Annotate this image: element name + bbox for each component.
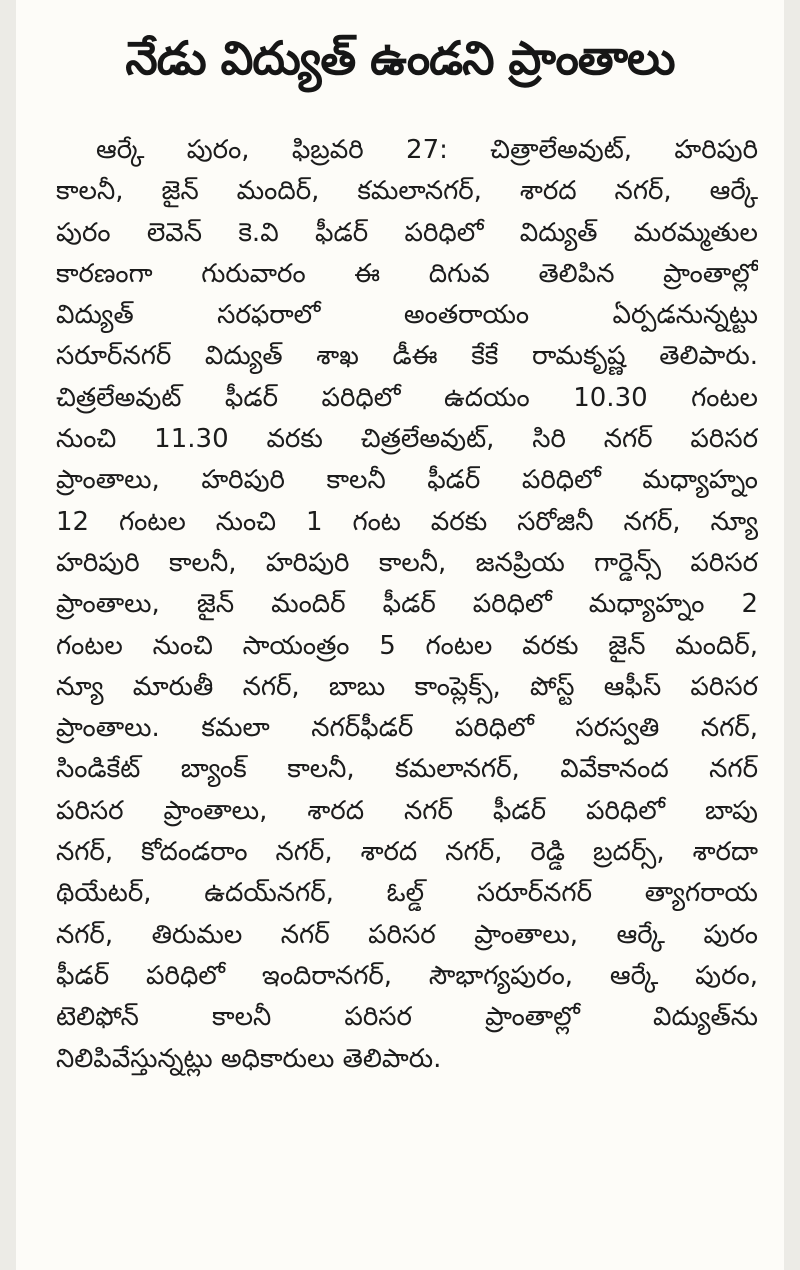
- article-line: చిత్రలేఅవుట్ ఫీడర్ పరిధిలో ఉదయం 10.30 గంటల: [56, 382, 758, 413]
- headline: నేడు విద్యుత్ ఉండని ప్రాంతాలు: [125, 31, 675, 85]
- article-line: సిండికేట్ బ్యాంక్ కాలనీ, కమలానగర్, వివేకానంద నగర్: [56, 754, 758, 785]
- article-line: పురం లెవెన్ కె.వి ఫీడర్ పరిధిలో విద్యుత్ మరమ్మతుల: [56, 217, 758, 248]
- article-line: గంటల నుంచి సాయంత్రం 5 గంటల వరకు జైన్ మందిర్,: [56, 630, 758, 661]
- article-line: థియేటర్, ఉదయ్‌నగర్, ఓల్డ్ సరూర్‌నగర్ త్యాగరాయ: [56, 878, 758, 909]
- article-body: [56, 130, 758, 1080]
- article-line: 12 గంటల నుంచి 1 గంట వరకు సరోజినీ నగర్, న్యూ: [56, 506, 758, 537]
- article-line: ప్రాంతాలు. కమలా నగర్‌ఫీడర్ పరిధిలో సరస్వతి నగర్,: [56, 713, 758, 744]
- next-article-headline-cropped: [106, 1236, 726, 1270]
- article-line: ప్రాంతాలు, హరిపురి కాలనీ ఫీడర్ పరిధిలో మధ్యాహ్నం: [56, 465, 758, 496]
- newspaper-clipping: [16, 0, 784, 1270]
- article-line: నగర్, తిరుమల నగర్ పరిసర ప్రాంతాలు, ఆర్కే పురం: [56, 919, 758, 950]
- article-line: టెలిఫోన్ కాలనీ పరిసర ప్రాంతాల్లో విద్యుత్‌ను: [56, 1002, 758, 1033]
- article-line: ఆర్కే పురం, ఫిబ్రవరి 27: చిత్రాలేఅవుట్, హరిపురి: [96, 135, 758, 165]
- article-line: న్యూ మారుతీ నగర్, బాబు కాంప్లెక్స్, పోస్ట్ ఆఫీస్ పరిసర: [56, 671, 758, 702]
- article-line: హరిపురి కాలనీ, హరిపురి కాలనీ, జనప్రియ గార్డెన్స్ పరిసర: [56, 547, 758, 578]
- article-line: కారణంగా గురువారం ఈ దిగువ తెలిపిన ప్రాంతాల్లో: [56, 258, 758, 289]
- article-line: సరూర్‌నగర్ విద్యుత్ శాఖ డీఈ కేకే రామకృష్ణ తెలిపారు.: [56, 341, 758, 372]
- article-line: ప్రాంతాలు, జైన్ మందిర్ ఫీడర్ పరిధిలో మధ్యాహ్నం 2: [56, 589, 758, 620]
- article-line: ఫీడర్ పరిధిలో ఇందిరానగర్, సౌభాగ్యపురం, ఆర్కే పురం,: [56, 960, 758, 991]
- article-line: పరిసర ప్రాంతాలు, శారద నగర్ ఫీడర్ పరిధిలో బాపు: [56, 795, 758, 826]
- article-line: విద్యుత్ సరఫరాలో అంతరాయం ఏర్పడనున్నట్టు: [56, 300, 758, 331]
- article-line: నుంచి 11.30 వరకు చిత్రలేఅవుట్, సిరి నగర్ పరిసర: [56, 424, 758, 455]
- article-line: కాలనీ, జైన్ మందిర్, కమలానగర్, శారద నగర్, ఆర్కే: [56, 176, 758, 207]
- article-line: నగర్, కోదండరాం నగర్, శారద నగర్, రెడ్డి బ్రదర్స్, శారదా: [56, 837, 758, 868]
- article-line: నిలిపివేస్తున్నట్లు అధికారులు తెలిపారు.: [56, 1043, 442, 1074]
